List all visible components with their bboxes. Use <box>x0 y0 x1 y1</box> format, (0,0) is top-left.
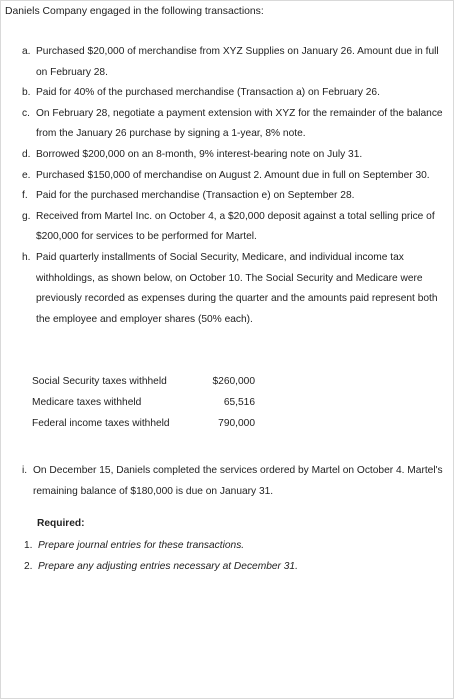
tax-amount: 65,516 <box>223 397 255 408</box>
transaction-item-c <box>22 104 447 145</box>
transaction-letter: h. <box>22 251 31 263</box>
transaction-text: Paid quarterly installments of Social Security, Medicare, and individual income tax withholdings, as shown below, on October 10. The Social Security and Medicare were previously recorded as expenses during the quarter and the amounts paid represent both the employee and employer shares (50% each). <box>36 251 438 325</box>
tax-label: Social Security taxes withheld <box>32 376 167 387</box>
transaction-item-a <box>22 42 447 83</box>
required-text: Prepare journal entries for these transactions. <box>38 540 245 551</box>
required-number: 2. <box>24 560 33 572</box>
transaction-text: Purchased $20,000 of merchandise from XYZ Supplies on January 26. Amount due in full on February 28. <box>36 46 439 78</box>
transaction-letter: g. <box>22 210 31 222</box>
table-row <box>32 392 255 413</box>
transaction-item-b <box>22 83 447 104</box>
transaction-letter: d. <box>22 148 31 160</box>
intro-text: Daniels Company engaged in the following transactions: <box>5 6 264 17</box>
transaction-letter: e. <box>22 169 31 181</box>
transaction-letter: b. <box>22 87 31 99</box>
transaction-item-f <box>22 186 447 207</box>
transaction-list <box>22 42 447 330</box>
transaction-text: Borrowed $200,000 on an 8-month, 9% interest-bearing note on July 31. <box>36 148 363 160</box>
transaction-letter: f. <box>22 190 28 202</box>
table-row <box>32 371 255 392</box>
transaction-text: On December 15, Daniels completed the services ordered by Martel on October 4. Martel's remaining balance of $180,000 is due on January 31. <box>33 465 443 497</box>
tax-amount: $260,000 <box>212 376 255 387</box>
transaction-letter: a. <box>22 46 31 57</box>
required-number: 1. <box>24 540 33 551</box>
transaction-item-i <box>22 460 447 502</box>
required-item <box>24 557 298 578</box>
transaction-text: Paid for 40% of the purchased merchandise (Transaction a) on February 26. <box>36 87 380 99</box>
transaction-letter: i. <box>22 465 28 476</box>
tax-label: Federal income taxes withheld <box>32 418 170 429</box>
required-list <box>24 536 298 577</box>
transaction-text: On February 28, negotiate a payment extension with XYZ for the remainder of the balance from the January 26 purchase by signing a 1-year, 8% note. <box>36 107 443 140</box>
transaction-letter: c. <box>22 107 30 119</box>
transaction-item-h <box>22 248 447 330</box>
tax-label: Medicare taxes withheld <box>32 397 142 408</box>
transaction-text: Paid for the purchased merchandise (Transaction e) on September 28. <box>36 190 355 202</box>
tax-withholding-table <box>32 371 255 434</box>
transaction-item-g <box>22 207 447 248</box>
required-heading: Required: <box>37 518 85 529</box>
transaction-text: Received from Martel Inc. on October 4, a $20,000 deposit against a total selling price of $200,000 for services to be performed for Martel. <box>36 210 435 243</box>
required-text: Prepare any adjusting entries necessary at December 31. <box>38 560 298 572</box>
transaction-item-d <box>22 145 447 166</box>
transaction-text: Purchased $150,000 of merchandise on August 2. Amount due in full on September 30. <box>36 169 430 181</box>
transaction-item-e <box>22 166 447 187</box>
table-row <box>32 413 255 434</box>
tax-amount: 790,000 <box>218 418 255 429</box>
required-item <box>24 536 298 557</box>
